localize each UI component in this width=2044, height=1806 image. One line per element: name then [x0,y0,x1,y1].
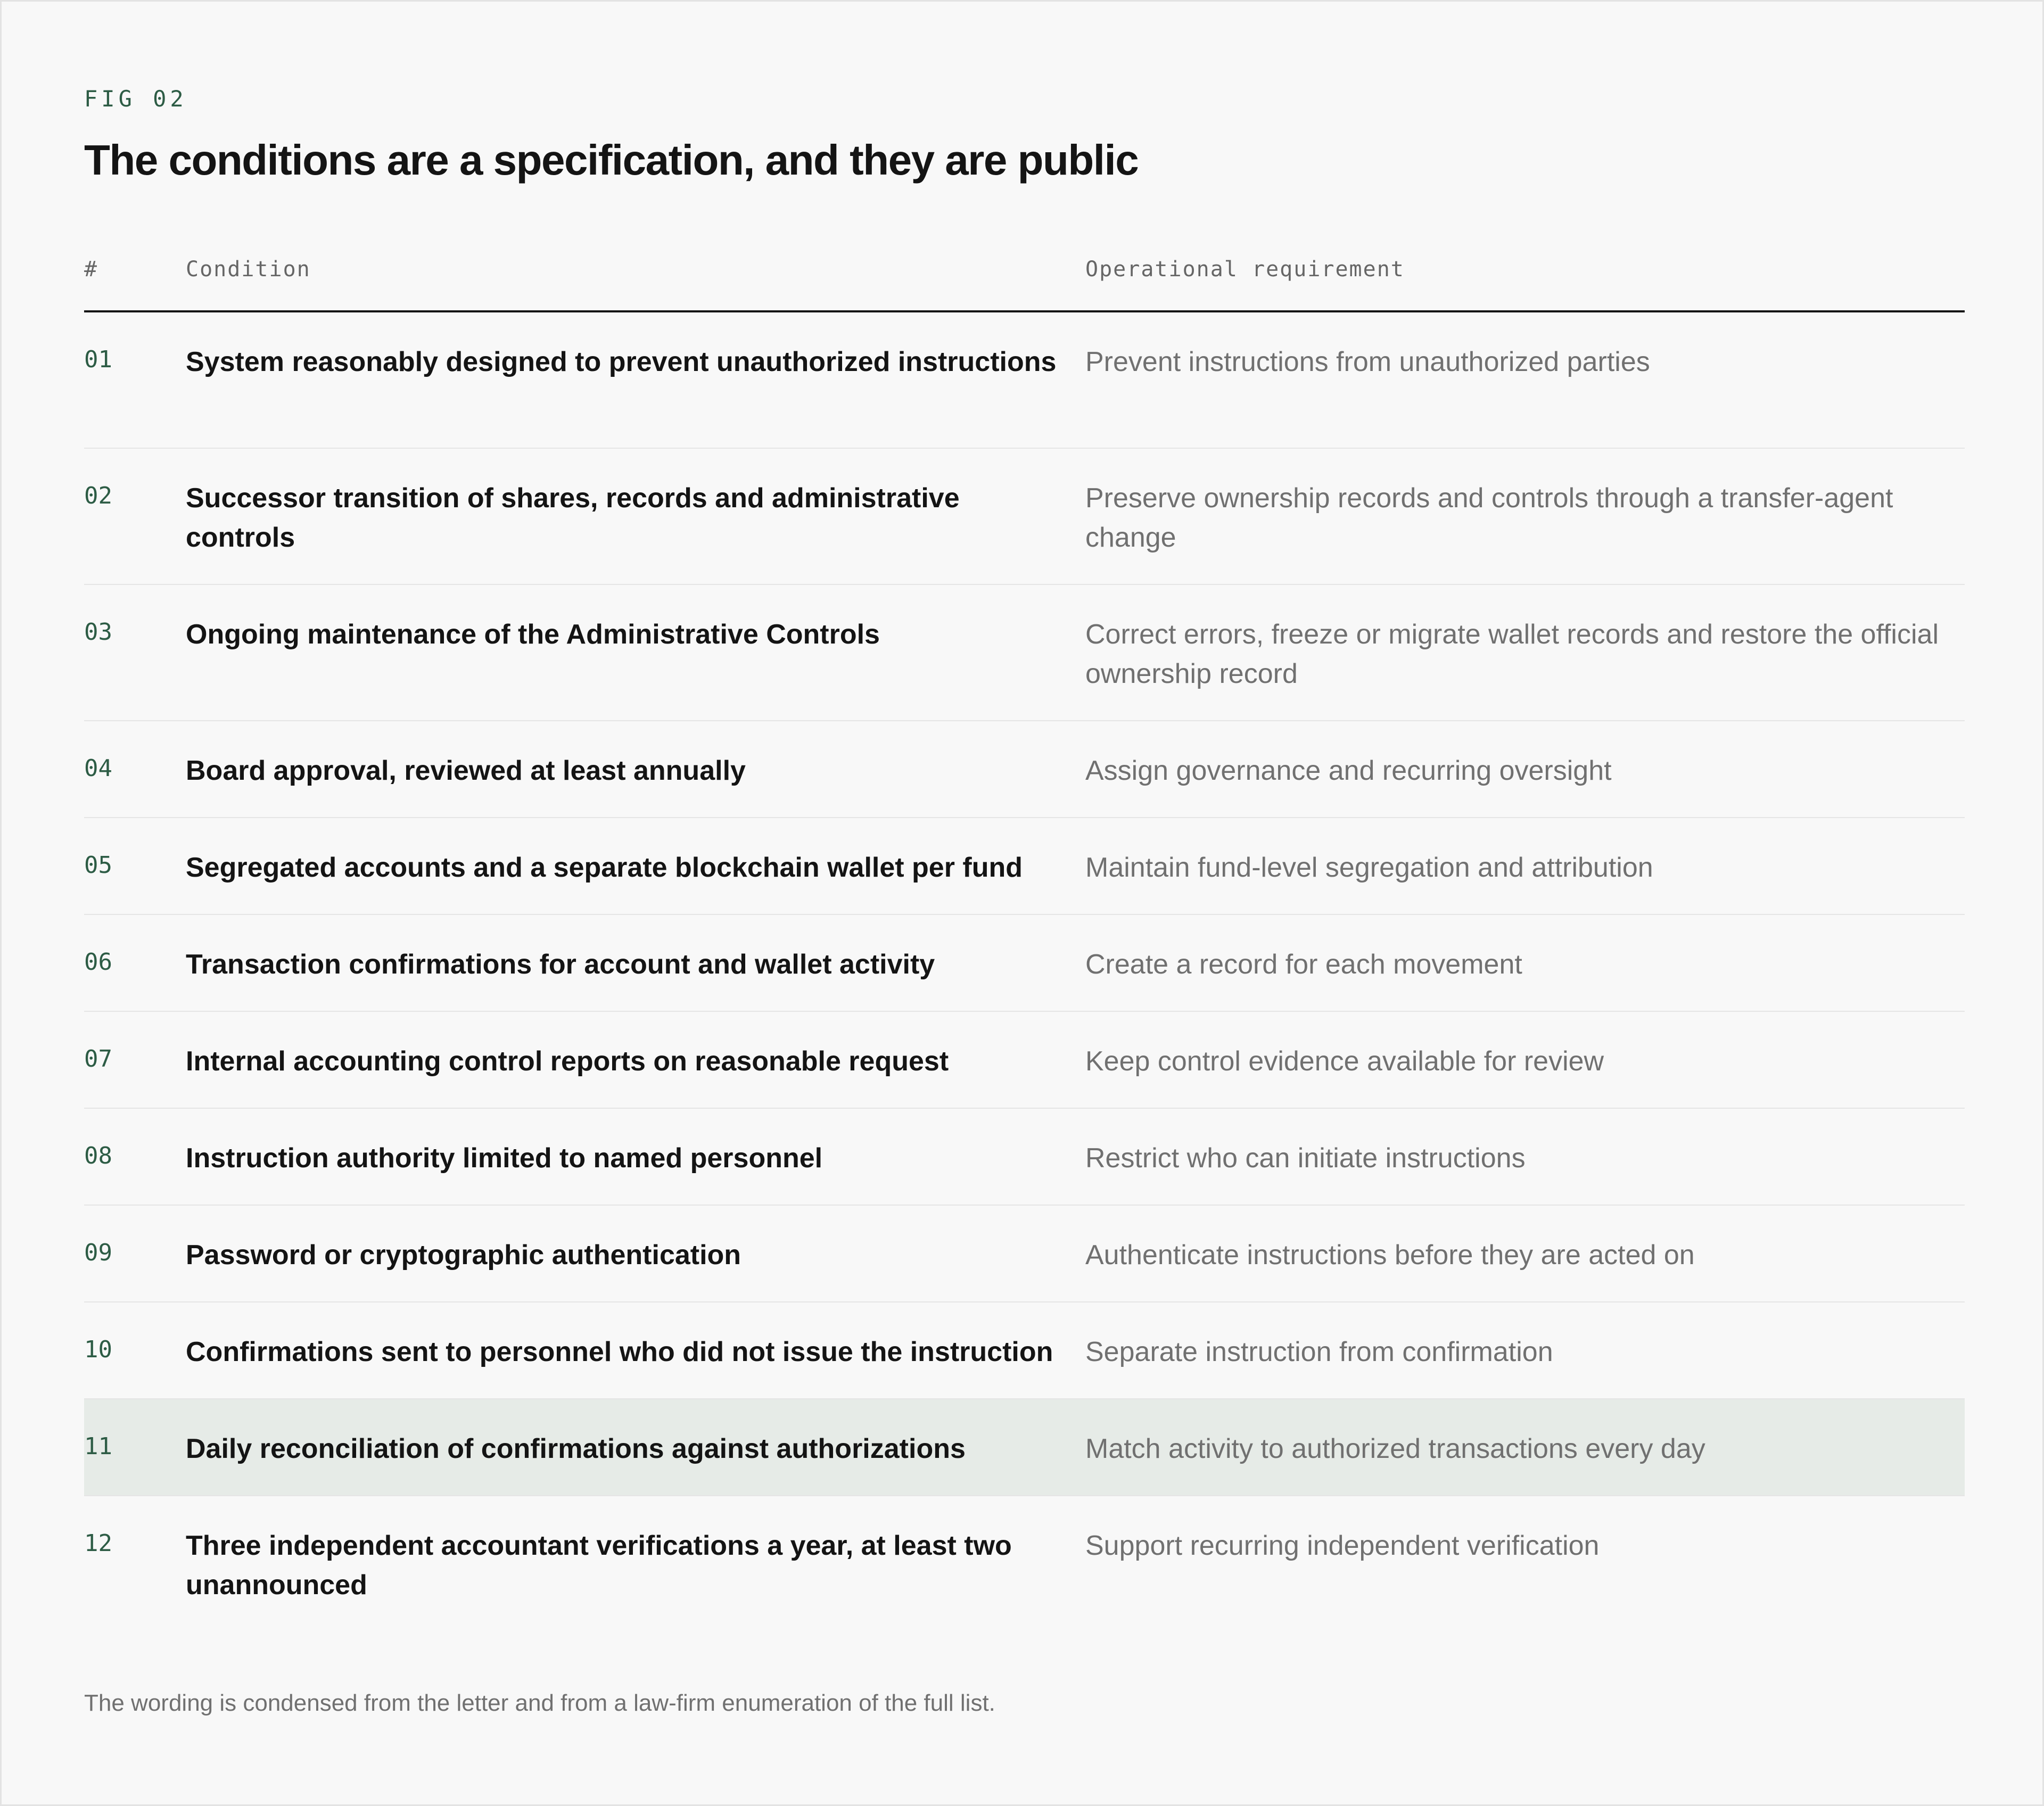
row-condition: Successor transition of shares, records and administrative controls [186,483,960,553]
row-condition: Three independent accountant verifications a year, at least two unannounced [186,1530,1012,1601]
row-condition: Segregated accounts and a separate blockchain wallet per fund [186,852,1023,883]
row-requirement: Match activity to authorized transactions every day [1085,1433,1705,1464]
row-condition: Transaction confirmations for account and wallet activity [186,949,935,980]
row-requirement: Prevent instructions from unauthorized parties [1085,347,1650,377]
row-number: 05 [84,852,112,879]
table-row [84,312,1965,449]
row-requirement: Maintain fund-level segregation and attribution [1085,852,1653,883]
row-condition: Daily reconciliation of confirmations against authorizations [186,1433,966,1464]
row-number: 08 [84,1142,112,1169]
row-requirement: Restrict who can initiate instructions [1085,1143,1526,1174]
row-number: 09 [84,1239,112,1266]
row-condition: Password or cryptographic authentication [186,1240,741,1271]
row-requirement: Authenticate instructions before they are acted on [1085,1240,1695,1271]
table-row [84,585,1965,721]
table-row [84,1012,1965,1109]
header-requirement: Operational requirement [1085,257,1405,282]
row-number: 10 [84,1336,112,1363]
row-condition: Confirmations sent to personnel who did not issue the instruction [186,1337,1053,1367]
row-condition: Internal accounting control reports on reasonable request [186,1046,949,1077]
row-requirement: Support recurring independent verification [1085,1530,1600,1561]
row-number: 06 [84,949,112,976]
row-number: 01 [84,346,112,373]
figure-title: The conditions are a specification, and they are public [84,136,1139,184]
row-number: 11 [84,1433,112,1460]
table-row [84,1109,1965,1206]
figure-label: FIG 02 [84,86,187,112]
row-number: 04 [84,755,112,782]
row-condition: Instruction authority limited to named personnel [186,1143,823,1174]
table-row [84,1496,1965,1632]
table-row [84,915,1965,1012]
row-requirement: Assign governance and recurring oversight [1085,755,1612,786]
table-row [84,1302,1965,1399]
row-condition: System reasonably designed to prevent unauthorized instructions [186,347,1057,377]
header-number: # [84,257,98,282]
conditions-table [84,252,1965,1632]
row-requirement: Keep control evidence available for review [1085,1046,1604,1077]
figure-footnote: The wording is condensed from the letter and from a law-firm enumeration of the full list. [84,1690,995,1716]
header-condition: Condition [186,257,311,282]
row-requirement: Preserve ownership records and controls through a transfer-agent change [1085,483,1893,553]
row-condition: Ongoing maintenance of the Administrative Controls [186,619,880,650]
row-requirement: Separate instruction from confirmation [1085,1337,1553,1367]
table-row [84,721,1965,818]
table-header [84,252,1965,312]
row-number: 12 [84,1530,112,1557]
table-row [84,1206,1965,1302]
row-requirement: Create a record for each movement [1085,949,1522,980]
row-condition: Board approval, reviewed at least annually [186,755,746,786]
row-requirement: Correct errors, freeze or migrate wallet records and restore the official ownership record [1085,619,1939,689]
row-number: 02 [84,482,112,509]
table-row [84,449,1965,585]
table-row [84,818,1965,915]
row-number: 07 [84,1045,112,1073]
row-number: 03 [84,619,112,646]
table-row-highlighted [84,1399,1965,1496]
